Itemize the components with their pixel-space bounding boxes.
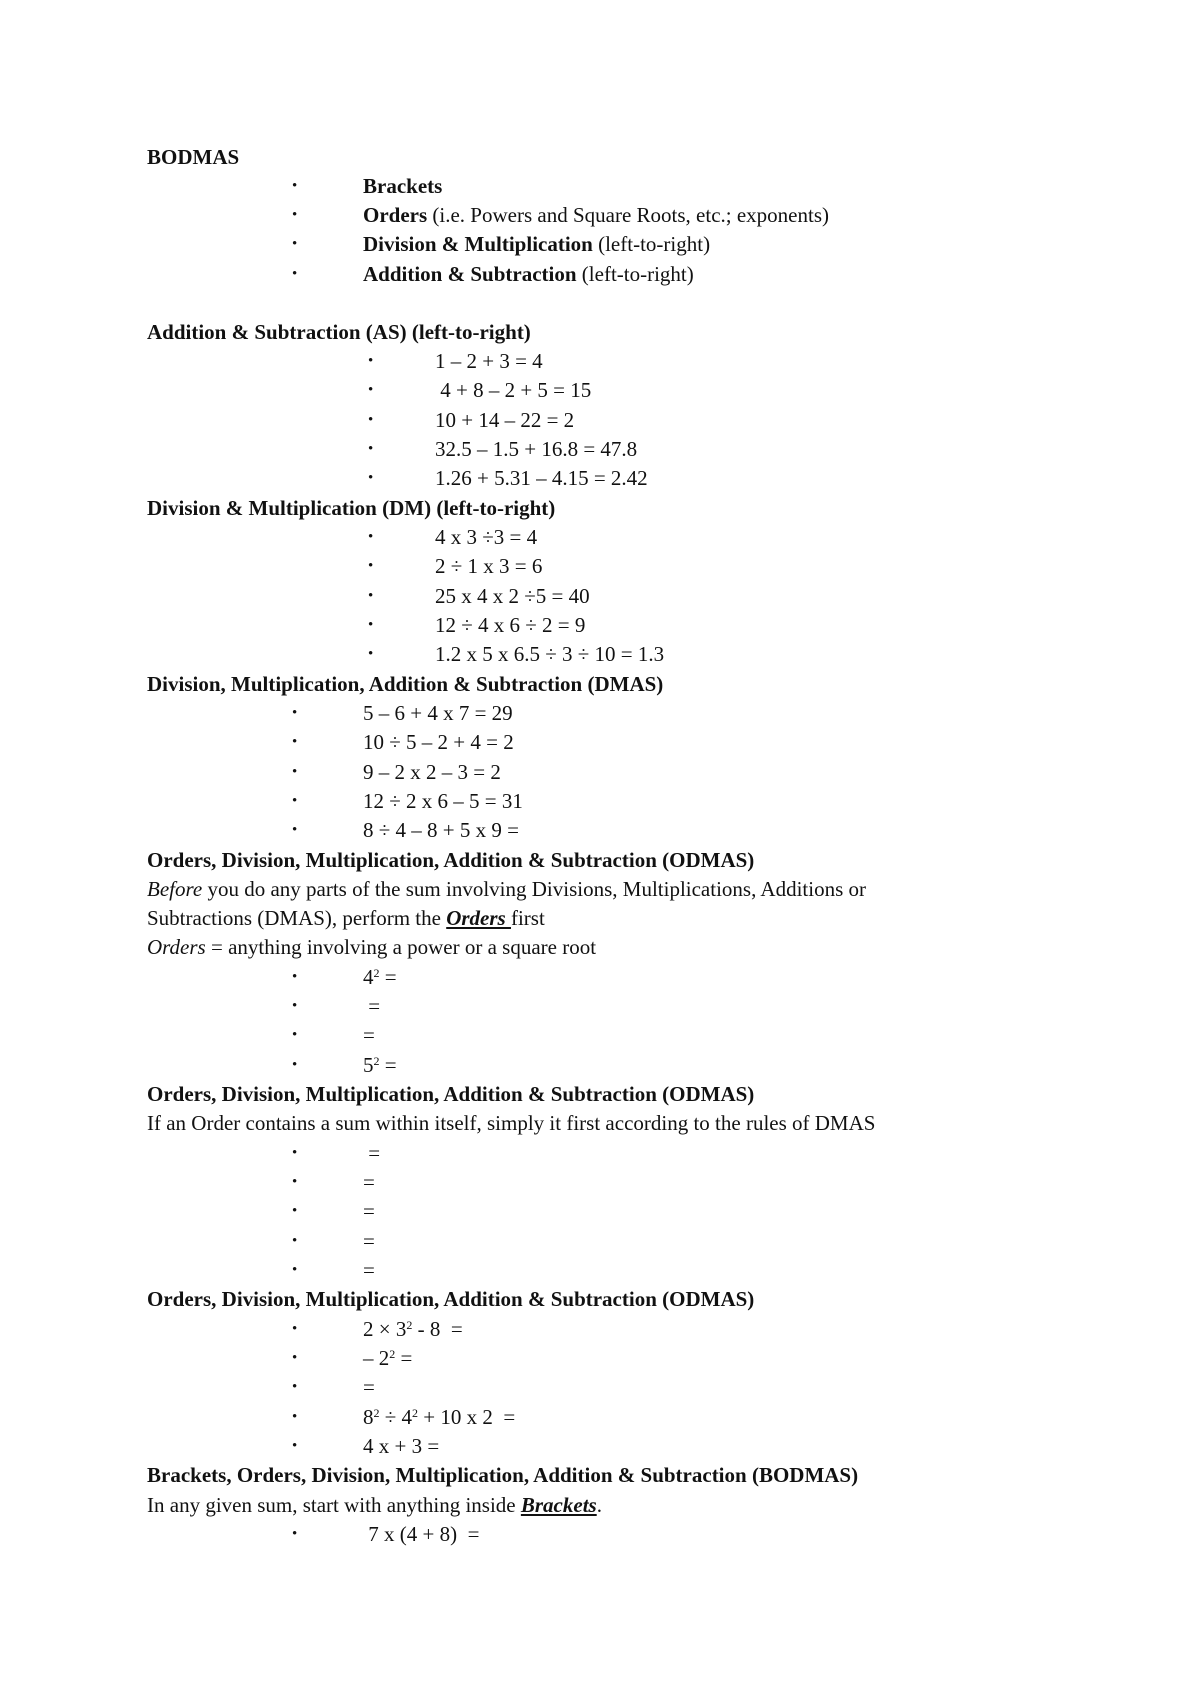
list-item: 5 – 6 + 4 x 7 = 29 — [363, 701, 513, 725]
bullet-icon: • — [292, 1203, 298, 1219]
list-item: Addition & Subtraction (left-to-right) — [363, 262, 694, 286]
bullet-icon: • — [292, 1409, 298, 1425]
list-item: $5^2$ = — [363, 1053, 397, 1077]
bullet-icon: • — [292, 236, 298, 252]
bullet-icon: • — [368, 412, 374, 428]
list-item: = — [363, 1023, 375, 1047]
list-item: 12 ÷ 4 x 6 ÷ 2 = 9 — [435, 613, 586, 637]
bullet-icon: • — [292, 998, 298, 1014]
paragraph: Before you do any parts of the sum involving Divisions, Multiplications, Additions or — [147, 877, 867, 901]
list-item: 7 x (4 + 8) = — [363, 1522, 480, 1546]
list-item: 10 ÷ 5 – 2 + 4 = 2 — [363, 730, 514, 754]
paragraph: In any given sum, start with anything inside Brackets. — [147, 1493, 602, 1517]
bullet-icon: • — [368, 646, 374, 662]
list-item: = — [363, 1141, 381, 1165]
bullet-icon: • — [292, 969, 298, 985]
paragraph: If an Order contains a sum within itself, simply it first according to the rules of DMAS — [147, 1111, 876, 1135]
list-item: = — [363, 1258, 375, 1282]
list-item: Brackets — [363, 174, 443, 198]
list-item: 1 – 2 + 3 = 4 — [435, 349, 543, 373]
list-item: 9 – 2 x 2 – 3 = 2 — [363, 760, 501, 784]
bullet-icon: • — [292, 1438, 298, 1454]
bullet-icon: • — [292, 207, 298, 223]
bullet-icon: • — [292, 1027, 298, 1043]
bullet-icon: • — [368, 529, 374, 545]
paragraph: Orders = anything involving a power or a square root — [147, 935, 597, 959]
list-item: 8 ÷ 4 – 8 + 5 x 9 = — [363, 818, 519, 842]
list-item: 1.2 x 5 x 6.5 ÷ 3 ÷ 10 = 1.3 — [435, 642, 665, 666]
bullet-icon: • — [292, 1379, 298, 1395]
bullet-icon: • — [292, 178, 298, 194]
list-item: 2 ÷ 1 x 3 = 6 — [435, 554, 543, 578]
bullet-icon: • — [368, 470, 374, 486]
section-heading: Orders, Division, Multiplication, Addition & Subtraction (ODMAS) — [147, 848, 755, 872]
list-item: 4 x + 3 = — [363, 1434, 440, 1458]
list-item: $2 \times 3^2 - 8$ = — [363, 1317, 463, 1341]
bullet-icon: • — [292, 734, 298, 750]
list-item: Division & Multiplication (left-to-right) — [363, 232, 711, 256]
section-heading: Division & Multiplication (DM) (left-to-right) — [147, 496, 556, 520]
bullet-icon: • — [368, 441, 374, 457]
bullet-icon: • — [292, 1526, 298, 1542]
bullet-icon: • — [368, 588, 374, 604]
bullet-icon: • — [292, 793, 298, 809]
list-item: $4^2$ = — [363, 965, 397, 989]
list-item: = — [363, 994, 381, 1018]
section-heading: Orders, Division, Multiplication, Addition & Subtraction (ODMAS) — [147, 1287, 755, 1311]
bullet-icon: • — [292, 1145, 298, 1161]
list-item: $8^2 \div 4^2 + 10$ x 2 = — [363, 1405, 516, 1429]
list-item: = — [363, 1375, 375, 1399]
list-item: 4 x 3 ÷3 = 4 — [435, 525, 538, 549]
bullet-icon: • — [292, 764, 298, 780]
bullet-icon: • — [292, 1321, 298, 1337]
section-heading: Addition & Subtraction (AS) (left-to-right) — [147, 320, 531, 344]
section-heading: Brackets, Orders, Division, Multiplication, Addition & Subtraction (BODMAS) — [147, 1463, 859, 1487]
list-item: = — [363, 1170, 375, 1194]
bullet-icon: • — [292, 822, 298, 838]
bullet-icon: • — [368, 382, 374, 398]
section-heading: Orders, Division, Multiplication, Addition & Subtraction (ODMAS) — [147, 1082, 755, 1106]
bullet-icon: • — [292, 266, 298, 282]
paragraph: Subtractions (DMAS), perform the Orders first — [147, 906, 545, 930]
bullet-icon: • — [292, 705, 298, 721]
list-item: 25 x 4 x 2 ÷5 = 40 — [435, 584, 590, 608]
bullet-icon: • — [368, 353, 374, 369]
bullet-icon: • — [368, 558, 374, 574]
bullet-icon: • — [292, 1262, 298, 1278]
list-item: 12 ÷ 2 x 6 – 5 = 31 — [363, 789, 523, 813]
bullet-icon: • — [368, 617, 374, 633]
list-item: = — [363, 1229, 375, 1253]
page-title: BODMAS — [147, 145, 240, 169]
bullet-icon: • — [292, 1233, 298, 1249]
section-heading: Division, Multiplication, Addition & Subtraction (DMAS) — [147, 672, 664, 696]
list-item: = — [363, 1199, 375, 1223]
bullet-icon: • — [292, 1350, 298, 1366]
bullet-icon: • — [292, 1057, 298, 1073]
list-item: 32.5 – 1.5 + 16.8 = 47.8 — [435, 437, 638, 461]
list-item: Orders (i.e. Powers and Square Roots, etc.; exponents) — [363, 203, 829, 227]
list-item: 10 + 14 – 22 = 2 — [435, 408, 575, 432]
bullet-icon: • — [292, 1174, 298, 1190]
list-item: 4 + 8 – 2 + 5 = 15 — [435, 378, 592, 402]
list-item: – $2^2$ = — [363, 1346, 413, 1370]
list-item: 1.26 + 5.31 – 4.15 = 2.42 — [435, 466, 648, 490]
